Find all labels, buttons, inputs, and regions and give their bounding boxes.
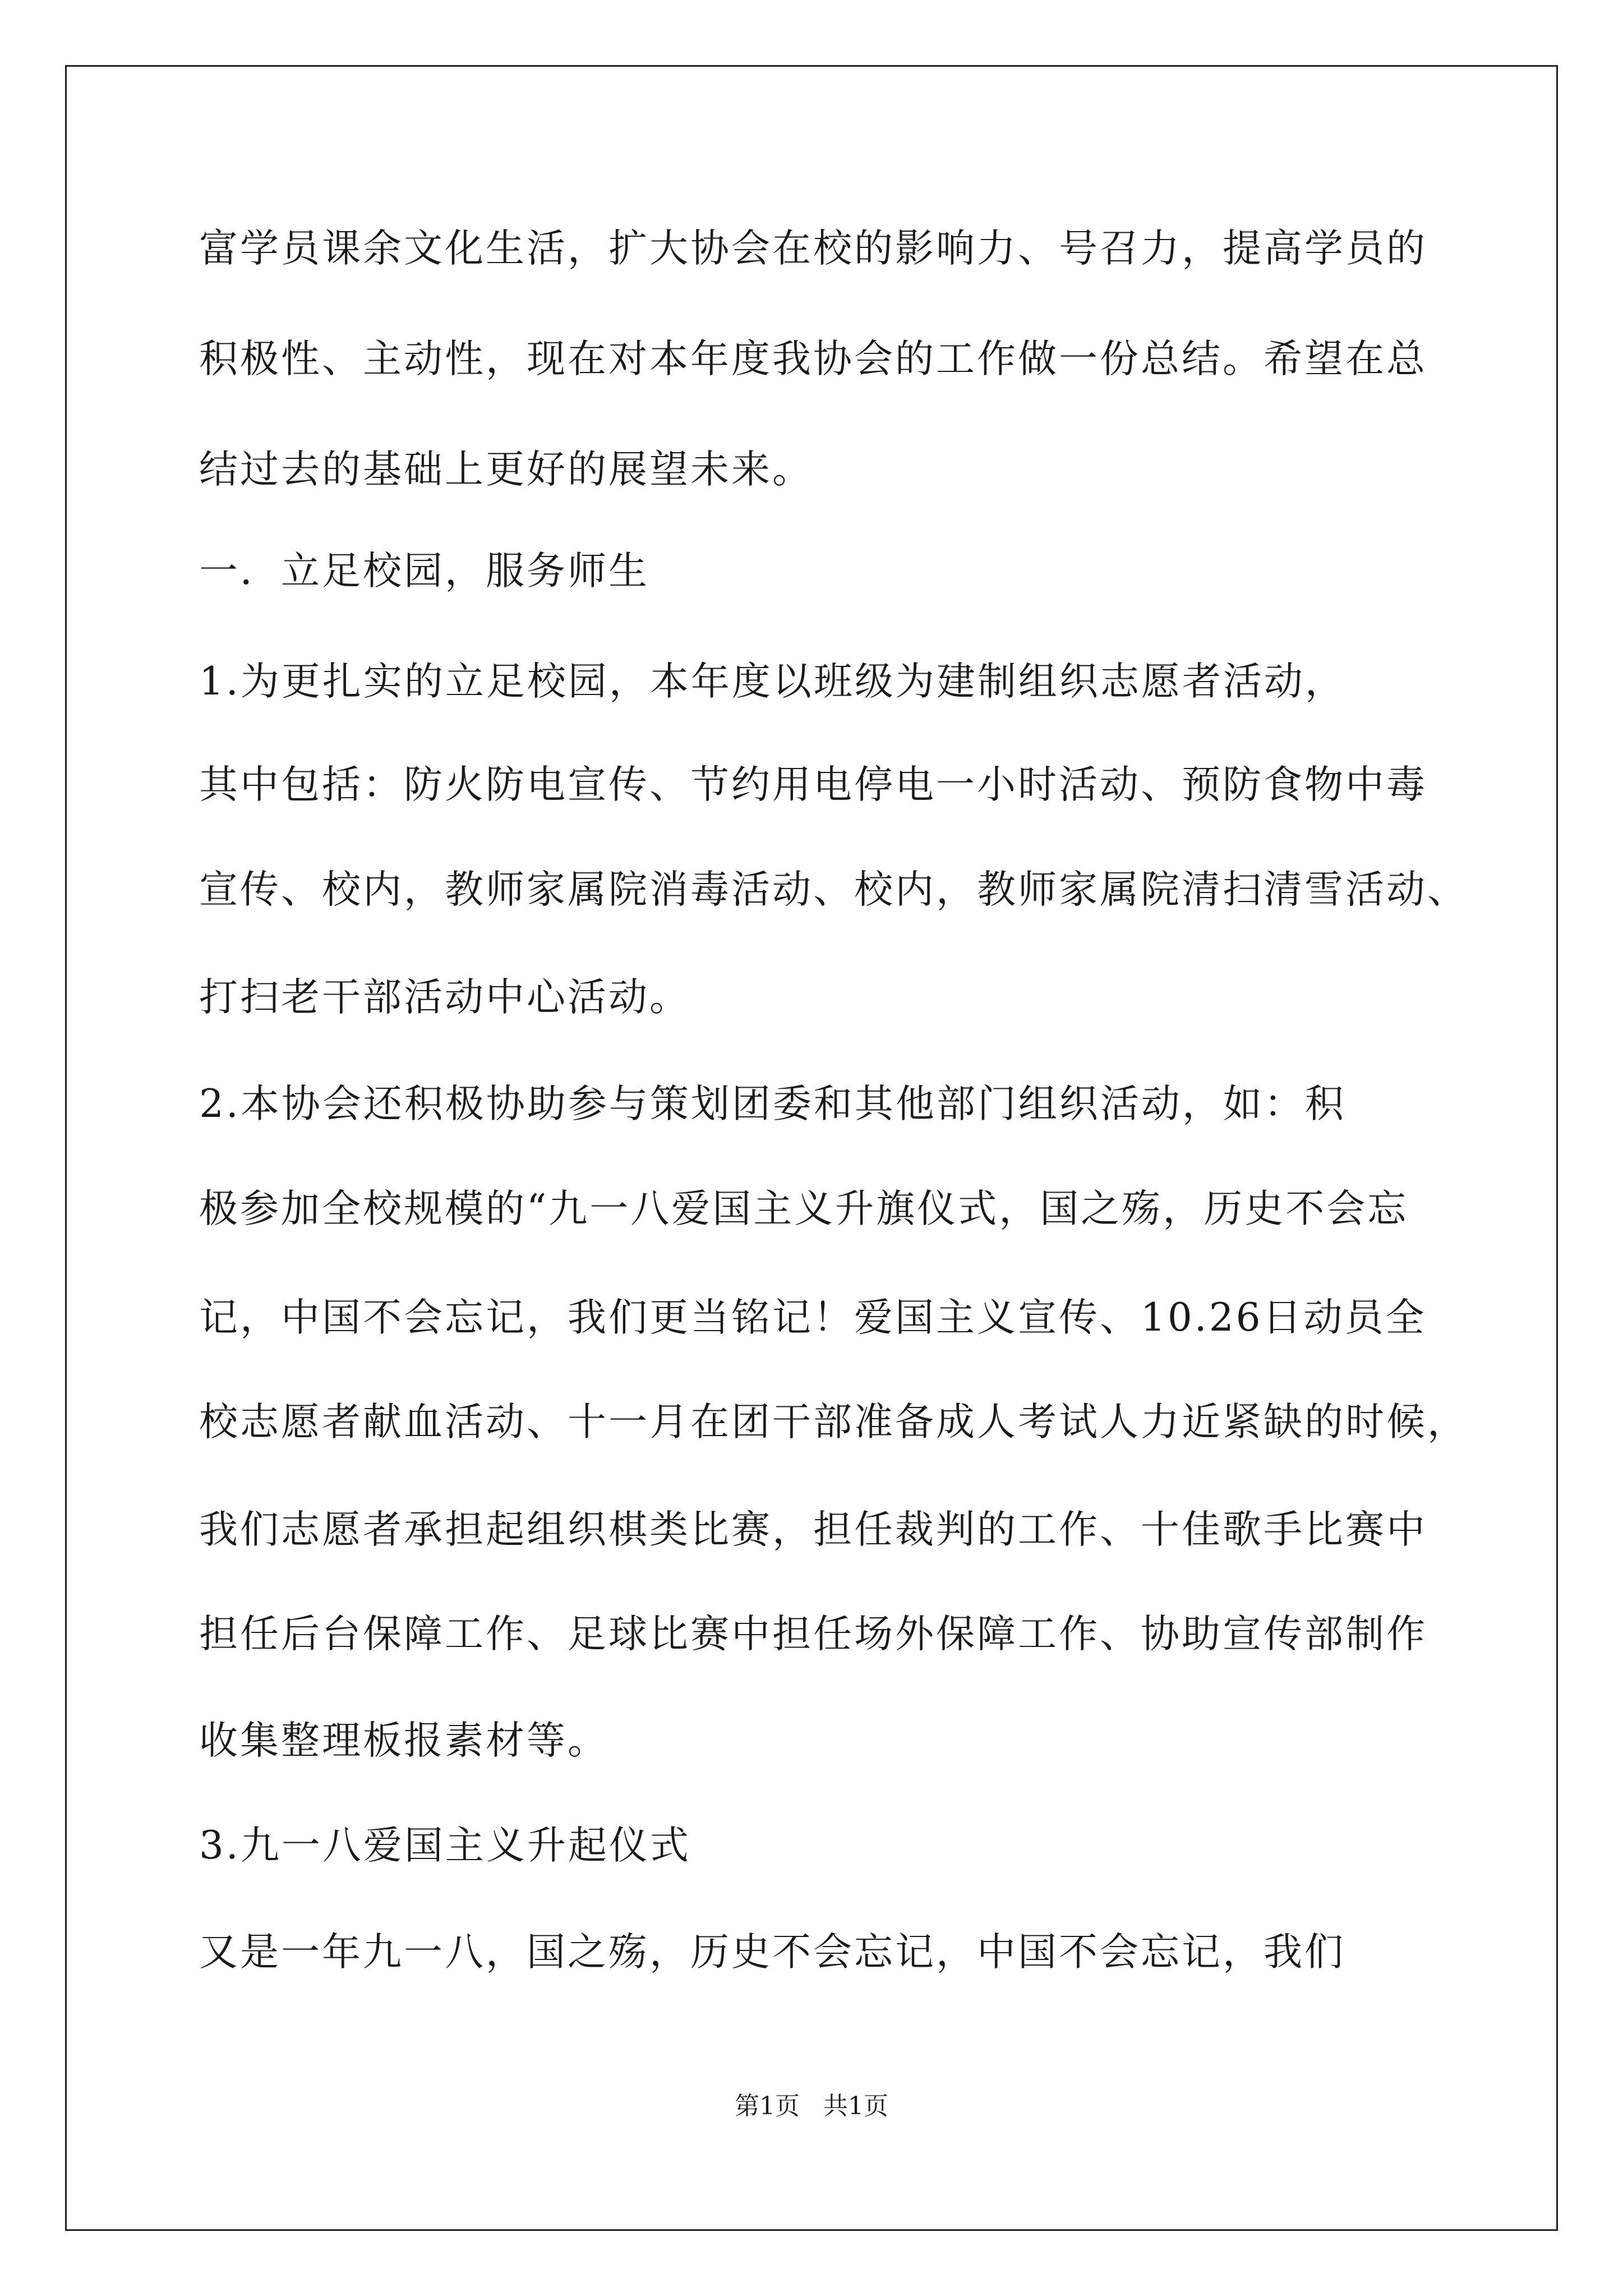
body-text-line: 记，中国不会忘记，我们更当铭记！爱国主义宣传、10.26日动员全 [199,1295,1427,1340]
body-text-line: 极参加全校规模的“九一八爱国主义升旗仪式，国之殇，历史不会忘 [199,1186,1409,1231]
body-text-line: 结过去的基础上更好的展望未来。 [199,447,813,492]
body-text-line: 收集整理板报素材等。 [199,1718,608,1763]
section-heading: 一．立足校园，服务师生 [199,549,649,593]
body-text-line: 富学员课余文化生活，扩大协会在校的影响力、号召力，提高学员的 [199,226,1427,271]
page-number-footer: 第1页 共1页 [735,2092,888,2120]
body-text-line: 1.为更扎实的立足校园，本年度以班级为建制组织志愿者活动， [199,659,1346,704]
body-text-line: 担任后台保障工作、足球比赛中担任场外保障工作、协助宣传部制作 [199,1612,1427,1657]
page-border [65,65,1558,2231]
body-text-line: 3.九一八爱国主义升起仪式 [199,1823,691,1868]
body-text-line: 校志愿者献血活动、十一月在团干部准备成人考试人力近紧缺的时候， [199,1400,1468,1444]
body-text-line: 打扫老干部活动中心活动。 [199,975,690,1020]
body-text-line: 其中包括：防火防电宣传、节约用电停电一小时活动、预防食物中毒 [199,762,1427,807]
body-text-line: 又是一年九一八，国之殇，历史不会忘记，中国不会忘记，我们 [199,1930,1345,1975]
body-text-line: 积极性、主动性，现在对本年度我协会的工作做一份总结。希望在总 [199,337,1427,381]
body-text-line: 宣传、校内，教师家属院消毒活动、校内，教师家属院清扫清雪活动、 [199,867,1468,912]
body-text-line: 我们志愿者承担起组织棋类比赛，担任裁判的工作、十佳歌手比赛中 [199,1507,1427,1552]
body-text-line: 2.本协会还积极协助参与策划团委和其他部门组织活动，如：积 [199,1082,1346,1126]
